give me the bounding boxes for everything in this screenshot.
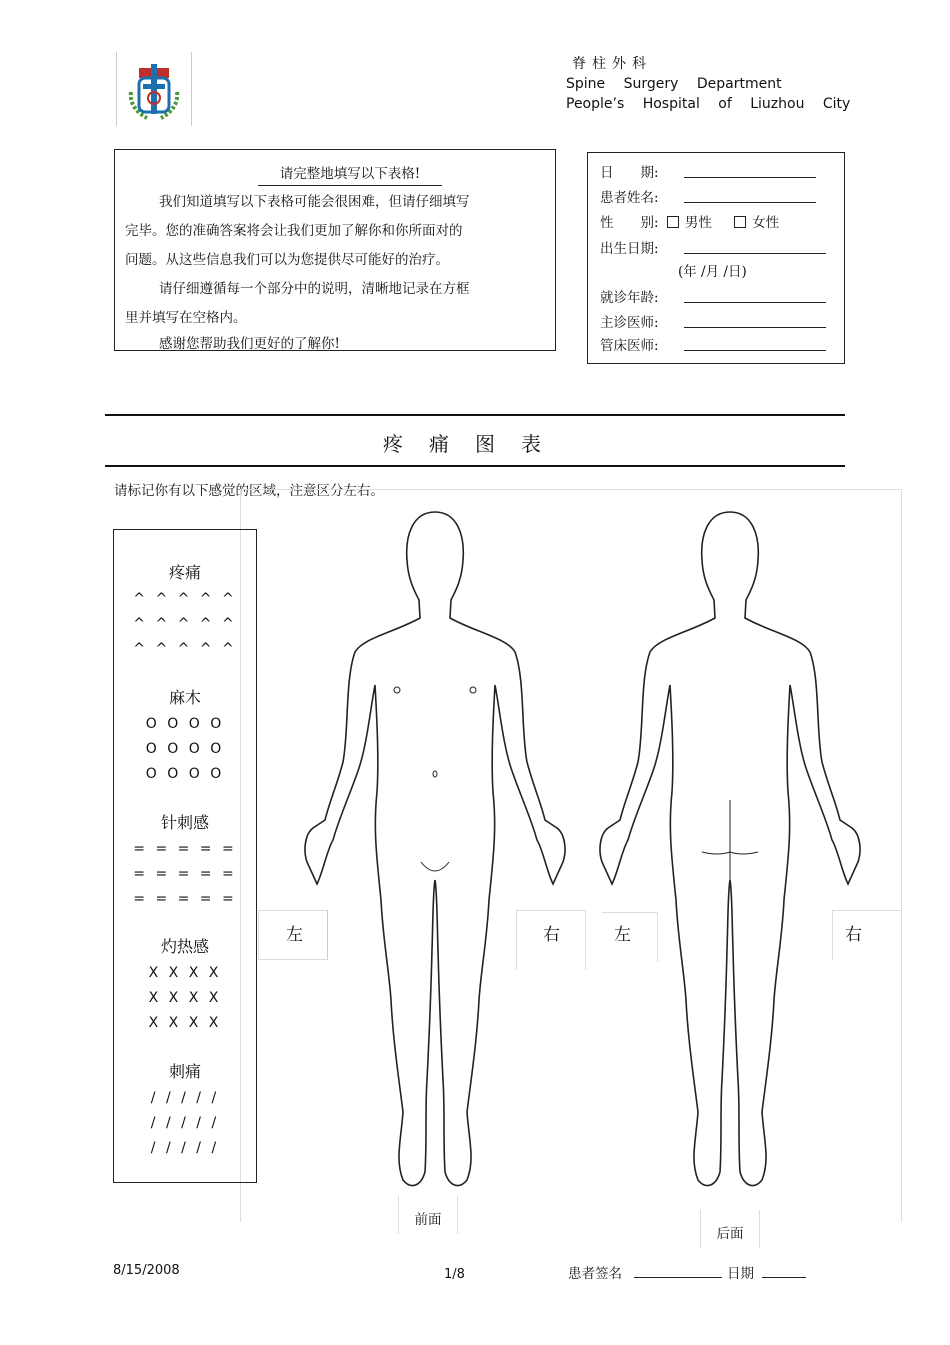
doctor-label: 主诊医师: xyxy=(600,315,659,331)
legend-label: 灼热感 xyxy=(160,937,209,956)
department-header xyxy=(566,54,850,114)
birth-format: (年 /月 /日) xyxy=(678,264,747,280)
legend-label: 刺痛 xyxy=(168,1062,201,1081)
female-label: 女性 xyxy=(752,215,780,231)
female-checkbox[interactable] xyxy=(734,216,746,228)
age-field[interactable] xyxy=(684,302,826,303)
legend-burning xyxy=(114,934,256,1036)
legend-label: 针刺感 xyxy=(160,813,209,832)
instruction-text: 问题。从这些信息我们可以为您提供尽可能好的治疗。 xyxy=(125,252,449,268)
birth-label: 出生日期: xyxy=(600,241,659,257)
legend-symbol: ^ ^ ^ ^ ^ xyxy=(133,641,237,657)
front-right-label: 右 xyxy=(516,910,586,970)
gender-label: 性 别: xyxy=(600,215,659,231)
hospital-name-en: People’s Hospital of Liuzhou City xyxy=(566,96,851,112)
date-field[interactable] xyxy=(684,177,816,178)
legend-symbol: / / / / / xyxy=(150,1090,220,1106)
legend-symbol: O O O O xyxy=(145,741,225,757)
legend-symbol: / / / / / xyxy=(150,1115,220,1131)
sign-date-label: 日期 xyxy=(727,1266,754,1282)
legend-symbol: = = = = = xyxy=(133,866,237,882)
divider xyxy=(105,414,845,416)
legend-symbol: X X X X xyxy=(148,1015,222,1031)
doctor-field[interactable] xyxy=(684,327,826,328)
date-label: 日 期: xyxy=(600,165,659,181)
legend-numbness xyxy=(114,685,256,787)
gender-row xyxy=(600,211,779,231)
male-label: 男性 xyxy=(684,215,712,231)
back-right-label: 右 xyxy=(832,910,902,960)
legend-label: 麻木 xyxy=(168,688,201,707)
patient-info-form xyxy=(587,152,845,364)
front-left-label: 左 xyxy=(258,910,328,960)
bed-doctor-label: 管床医师: xyxy=(600,338,659,354)
legend-pins-needles xyxy=(114,810,256,912)
legend-symbol: = = = = = xyxy=(133,891,237,907)
instruction-text: 请仔细遵循每一个部分中的说明，清晰地记录在方框 xyxy=(159,281,470,297)
signature-label: 患者签名 xyxy=(568,1266,622,1282)
back-left-label: 左 xyxy=(602,912,658,962)
legend-symbol: X X X X xyxy=(148,965,222,981)
legend-symbol: ^ ^ ^ ^ ^ xyxy=(133,591,237,607)
footer-date: 8/15/2008 xyxy=(113,1263,180,1278)
instruction-box xyxy=(114,149,556,351)
instruction-text: 完毕。您的准确答案将会让我们更加了解你和你所面对的 xyxy=(125,223,463,239)
age-label: 就诊年龄: xyxy=(600,290,659,306)
legend-symbol: / / / / / xyxy=(150,1140,220,1156)
legend-symbol: ^ ^ ^ ^ ^ xyxy=(133,616,237,632)
dept-name-en: Spine Surgery Department xyxy=(566,76,782,92)
page-number: 1/8 xyxy=(444,1267,465,1282)
birth-field[interactable] xyxy=(684,253,826,254)
hospital-logo-icon xyxy=(117,52,191,126)
legend-symbol: O O O O xyxy=(145,766,225,782)
instruction-title: 请完整地填写以下表格! xyxy=(115,162,555,182)
thanks-text: 感谢您帮助我们更好的了解你! xyxy=(159,336,340,352)
front-body-outline xyxy=(305,512,565,1186)
chart-instruction: 请标记你有以下感觉的区域，注意区分左右。 xyxy=(114,483,384,499)
divider xyxy=(105,465,845,467)
legend-symbol: O O O O xyxy=(145,716,225,732)
dept-name-cn: 脊柱外科 xyxy=(572,56,652,72)
legend-symbol: X X X X xyxy=(148,990,222,1006)
symbol-legend xyxy=(113,529,257,1183)
signature-field[interactable] xyxy=(634,1277,722,1278)
sign-date-field[interactable] xyxy=(762,1277,806,1278)
bed-doctor-field[interactable] xyxy=(684,350,826,351)
legend-stabbing xyxy=(114,1059,256,1161)
legend-symbol: = = = = = xyxy=(133,841,237,857)
legend-label: 疼痛 xyxy=(168,563,201,582)
instruction-text: 我们知道填写以下表格可能会很困难，但请仔细填写 xyxy=(159,194,470,210)
front-caption: 前面 xyxy=(398,1196,458,1234)
name-field[interactable] xyxy=(684,202,816,203)
section-title: 疼痛图表 xyxy=(383,432,567,456)
legend-pain xyxy=(114,560,256,662)
hospital-logo xyxy=(116,52,192,126)
back-caption: 后面 xyxy=(700,1210,760,1248)
name-label: 患者姓名: xyxy=(600,190,659,206)
body-diagram[interactable] xyxy=(270,500,880,1210)
male-checkbox[interactable] xyxy=(667,216,679,228)
back-body-outline xyxy=(600,512,860,1186)
instruction-text: 里并填写在空格内。 xyxy=(125,310,247,326)
